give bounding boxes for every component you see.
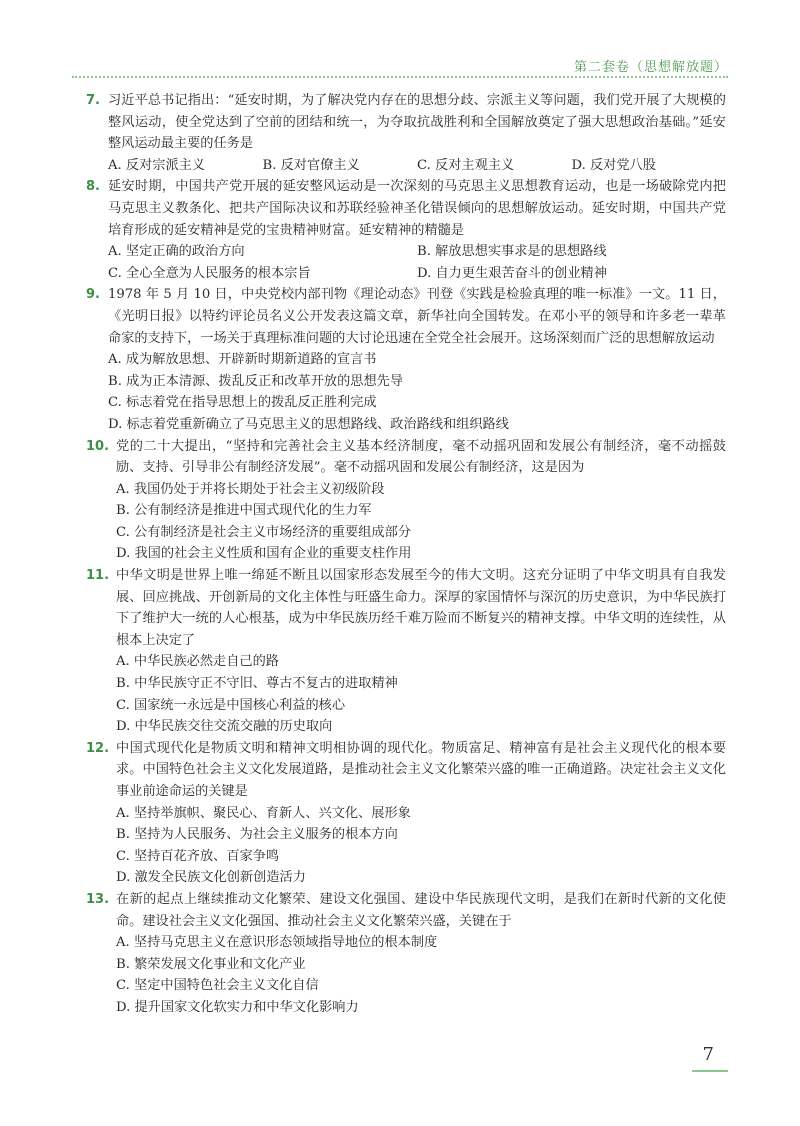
question-stem	[86, 90, 726, 155]
question-text: 中华文明是世界上唯一绵延不断且以国家形态发展至今的伟大文明。这充分证明了中华文明具有自我发展、回应挑战、开创新局的文化主体性与旺盛生命力。深厚的家国情怀与深沉的历史意识，为中华民族打下了维护大一统的人心根基，成为中华民族历经千难万险而不断复兴的精神支撑。中华文明的连续性，从根本上决定了	[116, 568, 726, 648]
question-8	[86, 176, 726, 284]
question-stem	[86, 889, 726, 932]
option-a: A. 中华民族必然走自己的路	[116, 654, 279, 670]
options	[86, 241, 726, 284]
option-d: D. 自力更生艰苦奋斗的创业精神	[417, 265, 607, 281]
options	[86, 479, 726, 565]
page-header	[0, 54, 800, 84]
question-text: 中国式现代化是物质文明和精神文明相协调的现代化。物质富足、精神富有是社会主义现代化的根本要求。中国特色社会主义文化发展道路，是推动社会主义文化繁荣兴盛的唯一正确道路。决定社会主义文化事业前途命运的关键是	[116, 740, 726, 799]
options	[86, 651, 726, 737]
question-text: 在新的起点上继续推动文化繁荣、建设文化强国、建设中华民族现代文明，是我们在新时代新的文化使命。建设社会主义文化强国、推动社会主义文化繁荣兴盛，关键在于	[116, 891, 726, 929]
question-13	[86, 889, 726, 1019]
option-b: B. 公有制经济是推进中国式现代化的生力军	[116, 503, 372, 519]
question-stem	[86, 176, 726, 241]
question-number: 12.	[86, 740, 110, 756]
option-d: D. 提升国家文化软实力和中华文化影响力	[116, 999, 359, 1015]
option-b: B. 繁荣发展文化事业和文化产业	[116, 956, 306, 972]
question-9	[86, 284, 726, 435]
options	[86, 155, 726, 177]
question-number: 11.	[86, 568, 110, 584]
option-b: B. 解放思想实事求是的思想路线	[417, 244, 607, 260]
option-c: C. 全心全意为人民服务的根本宗旨	[108, 265, 311, 281]
option-a: A. 坚持马克思主义在意识形态领域指导地位的根本制度	[116, 935, 438, 951]
question-number: 9.	[86, 287, 100, 303]
option-c: C. 公有制经济是社会主义市场经济的重要组成部分	[116, 524, 411, 540]
question-number: 8.	[86, 179, 100, 195]
question-stem	[86, 738, 726, 803]
options	[86, 349, 726, 435]
question-7	[86, 90, 726, 176]
question-number: 10.	[86, 438, 110, 454]
option-d: D. 中华民族交往交流交融的历史取向	[116, 719, 333, 735]
question-12	[86, 738, 726, 889]
page-number-rule	[692, 1070, 728, 1072]
question-10	[86, 436, 726, 566]
options	[86, 932, 726, 1018]
question-text: 1978 年 5 月 10 日，中央党校内部刊物《理论动态》刊登《实践是检验真理的唯一标准》一文。11 日，《光明日报》以特约评论员名义公开发表这篇文章，新华社向全国转发。在邓小平的领导和许多老一辈革命家的支持下，一场关于真理标准问题的大讨论迅速在全党全社会展开。这场深刻而广泛的思想解放运动	[108, 287, 726, 346]
page-number: 7	[702, 1044, 714, 1065]
question-text: 延安时期，中国共产党开展的延安整风运动是一次深刻的马克思主义思想教育运动，也是一场破除党内把马克思主义教条化、把共产国际决议和苏联经验神圣化错误倾向的思想解放运动。延安时期，中国共产党培育形成的延安精神是党的宝贵精神财富。延安精神的精髓是	[108, 179, 726, 238]
question-stem	[86, 284, 726, 349]
header-dotted-rule	[72, 76, 728, 78]
option-c: C. 国家统一永远是中国核心利益的核心	[116, 697, 346, 713]
option-b: B. 反对官僚主义	[262, 157, 360, 173]
question-number: 7.	[86, 93, 100, 108]
option-c: C. 反对主观主义	[417, 157, 515, 173]
option-c: C. 坚持百花齐放、百家争鸣	[116, 848, 280, 864]
question-stem	[86, 565, 726, 651]
option-d: D. 反对党八股	[571, 157, 656, 173]
question-text: 习近平总书记指出：“延安时期，为了解决党内存在的思想分歧、宗派主义等问题，我们党开展了大规模的整风运动，使全党达到了空前的团结和统一，为夺取抗战胜利和全国解放奠定了强大思想政治基础。”延安整风运动最主要的任务是	[108, 93, 726, 152]
option-c: C. 标志着党在指导思想上的拨乱反正胜利完成	[108, 395, 377, 411]
section-title: 第二套卷（思想解放题）	[573, 60, 728, 75]
option-c: C. 坚定中国特色社会主义文化自信	[116, 978, 319, 994]
option-a: A. 我国仍处于并将长期处于社会主义初级阶段	[116, 481, 385, 497]
option-a: A. 反对宗派主义	[108, 157, 206, 173]
question-list	[86, 90, 726, 1019]
option-d: D. 激发全民族文化创新创造活力	[116, 870, 306, 886]
question-11	[86, 565, 726, 738]
question-text: 党的二十大提出，“坚持和完善社会主义基本经济制度，毫不动摇巩固和发展公有制经济，毫不动摇鼓励、支持、引导非公有制经济发展”。毫不动摇巩固和发展公有制经济，这是因为	[116, 438, 726, 476]
option-b: B. 坚持为人民服务、为社会主义服务的根本方向	[116, 827, 398, 843]
option-d: D. 标志着党重新确立了马克思主义的思想路线、政治路线和组织路线	[108, 416, 509, 432]
option-d: D. 我国的社会主义性质和国有企业的重要支柱作用	[116, 546, 412, 562]
option-b: B. 成为正本清源、拨乱反正和改革开放的思想先导	[108, 373, 404, 389]
option-a: A. 成为解放思想、开辟新时期新道路的宣言书	[108, 352, 377, 368]
question-number: 13.	[86, 891, 110, 907]
option-a: A. 坚持举旗帜、聚民心、育新人、兴文化、展形象	[116, 805, 411, 821]
option-a: A. 坚定正确的政治方向	[108, 244, 245, 260]
question-stem	[86, 436, 726, 479]
option-b: B. 中华民族守正不守旧、尊古不复古的进取精神	[116, 676, 398, 692]
options	[86, 803, 726, 889]
